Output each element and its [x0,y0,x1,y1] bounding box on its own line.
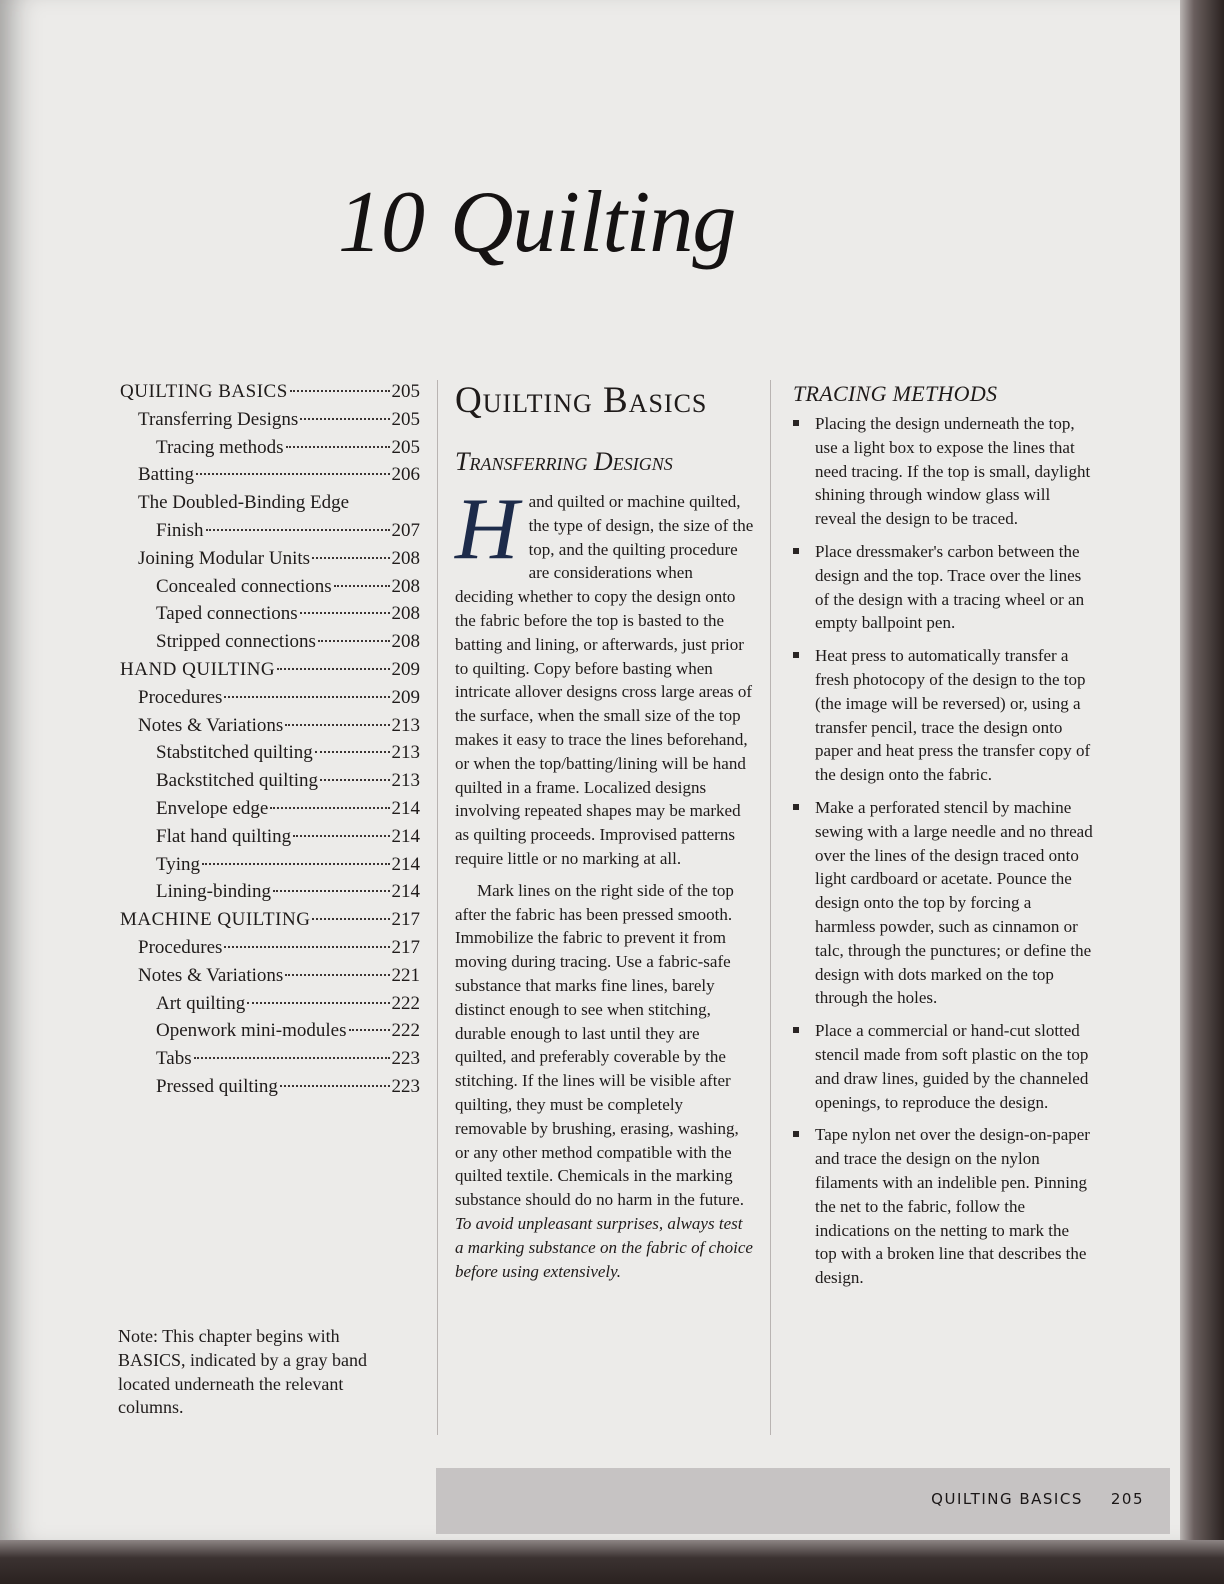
toc-entry [120,878,420,906]
bullet-square-icon [793,804,799,810]
toc-entry [120,712,420,740]
toc-entry [120,962,420,990]
subsection-heading: Transferring Designs [455,447,673,476]
tracing-list-item [793,1123,1093,1290]
tracing-column [793,380,1093,1299]
toc-entry [120,545,420,573]
toc-entry [120,795,420,823]
toc-label: Lining-binding [156,881,272,903]
toc-label: Transferring Designs [138,408,299,430]
toc-page: 208 [391,547,420,569]
main-column [455,378,755,1283]
toc-page: 209 [391,686,420,708]
tracing-list [793,412,1093,1290]
toc-label: Batting [138,464,194,486]
toc-page: 205 [391,381,420,402]
toc-page: 221 [391,964,420,986]
toc-entry [120,461,420,489]
toc-leader-dots [277,668,389,670]
bullet-square-icon [793,1027,799,1033]
toc-page: 222 [391,1020,420,1042]
toc-entry [120,628,420,656]
toc-page: 222 [391,992,420,1014]
tracing-list-item [793,796,1093,1010]
toc-label: Procedures [138,936,223,958]
paragraph-2 [455,879,755,1284]
toc-label: Envelope edge [156,797,269,819]
toc-leader-dots [270,807,389,809]
toc-label: Notes & Variations [138,714,284,736]
toc-entry [120,767,420,795]
toc-entry [120,573,420,601]
toc-leader-dots [196,473,390,475]
toc-label: Openwork mini-modules [156,1020,347,1042]
toc-label: Stripped connections [156,631,316,653]
toc-label: Pressed quilting [156,1075,278,1097]
toc-entry [120,990,420,1018]
toc-label: Concealed connections [156,575,332,597]
toc-label: Joining Modular Units [138,547,311,569]
toc-page: 205 [391,408,420,430]
toc-label: QUILTING BASICS [120,381,288,402]
toc-label: MACHINE QUILTING [120,909,311,931]
column-divider-left [437,380,438,1435]
toc-page: 223 [391,1048,420,1070]
tracing-list-item [793,540,1093,635]
paragraph-1-text: and quilted or machine quilted, the type of design, the size of the top, and the quilting procedure are considerations when deciding whether to copy the design onto the fabric before the top is basted to the batting and lining, or afterwards, just prior to quilting. Copy before basting when intricate allover designs cross large areas of the surface, when the small size of the top makes it easy to trace the lines beforehand, or when the top/batting/lining will be hand quilted in a frame. Localized designs involving repeated shapes may be marked as quilting proceeds. Improvised patterns require little or no marking at all. [455,492,754,868]
running-footer [931,1490,1144,1508]
toc-leader-dots [293,835,389,837]
toc-entry [120,406,420,434]
toc-page: 208 [391,575,420,597]
tracing-list-text: Heat press to automatically transfer a fresh photocopy of the design to the top (the image will be reversed) or, using a transfer pencil, trace the design onto paper and heat press the transfer copy of the design onto the fabric. [815,646,1091,785]
chapter-note: Note: This chapter begins with BASICS, indicated by a gray band located underneath the relevant columns. [118,1326,367,1418]
toc-leader-dots [206,529,390,531]
paragraph-2-italic: To avoid unpleasant surprises, always test a marking substance on the fabric of choice before using extensively. [455,1213,753,1281]
toc-page: 214 [391,797,420,819]
toc-page: 214 [391,881,420,903]
toc-page: 208 [391,603,420,625]
bullet-square-icon [793,548,799,554]
toc-leader-dots [202,863,389,865]
toc-leader-dots [290,390,390,392]
toc-leader-dots [318,640,390,642]
toc-entry [120,934,420,962]
toc-page: 213 [391,770,420,792]
toc-label: Taped connections [156,603,298,625]
toc-entry [120,684,420,712]
toc-leader-dots [194,1057,390,1059]
toc-label: Tabs [156,1048,192,1070]
bullet-square-icon [793,420,799,426]
toc-page: 223 [391,1075,420,1097]
toc-entry [120,1045,420,1073]
toc-label: Backstitched quilting [156,770,319,792]
toc-page: 214 [391,853,420,875]
toc-entry [120,906,420,934]
toc-leader-dots [300,612,390,614]
toc-leader-dots [312,918,389,920]
toc-page: 213 [391,714,420,736]
toc-leader-dots [312,557,389,559]
page-gutter-shadow [1180,0,1224,1584]
toc-leader-dots [286,446,390,448]
toc-label: Stabstitched quilting [156,742,313,764]
toc-entry [120,600,420,628]
tracing-list-item [793,1019,1093,1114]
toc-entry [120,656,420,684]
toc-entry [120,517,420,545]
toc-leader-dots [224,696,389,698]
toc-page: 205 [391,436,420,458]
toc-leader-dots [320,779,389,781]
toc-page: 217 [391,909,420,931]
toc-leader-dots [315,751,390,753]
toc-entry [120,823,420,851]
tracing-list-text: Place dressmaker's carbon between the design and the top. Trace over the lines of the design with a tracing wheel or an empty ballpoint pen. [815,541,1085,633]
chapter-number: 10 [338,174,424,271]
toc-leader-dots [334,585,390,587]
toc-entry [120,434,420,462]
toc-entry [120,1017,420,1045]
toc-page: 208 [391,631,420,653]
paragraph-1 [455,481,755,871]
toc-page: 207 [391,519,420,541]
section-heading: Quilting Basics [455,380,708,421]
toc-page: 217 [391,936,420,958]
page-number: 205 [1110,1490,1144,1508]
tracing-heading: TRACING METHODS [793,381,998,406]
toc-label: Art quilting [156,992,246,1014]
toc-label: Procedures [138,686,223,708]
toc-entry [120,851,420,879]
toc-label: Finish [156,519,204,541]
toc-page: 209 [391,658,420,680]
toc-page: 214 [391,825,420,847]
chapter-title [338,172,735,273]
column-divider-right [770,380,771,1435]
toc-entry [120,378,420,406]
toc-page: 213 [391,742,420,764]
tracing-list-text: Make a perforated stencil by machine sewing with a large needle and no thread over the lines of the design traced onto light cardboard or acetate. Pounce the design onto the top by forcing a harmless powder, such as cinnamon or talc, through the punctures; or define the design with dots marked on the top through the holes. [815,797,1093,1008]
tracing-list-text: Tape nylon net over the design-on-paper and trace the design on the nylon filaments with an indelible pen. Pinning the net to the fabric, follow the indications on the netting to mark the top with a broken line that describes the design. [815,1125,1090,1288]
toc-leader-dots [349,1029,390,1031]
toc-entry [120,739,420,767]
toc-label: Flat hand quilting [156,825,292,847]
toc-leader-dots [285,724,389,726]
drop-cap: H [455,481,519,578]
toc-page: 206 [391,464,420,486]
toc-label: Tying [156,853,201,875]
tracing-list-text: Place a commercial or hand-cut slotted stencil made from soft plastic on the top and draw lines, guided by the channeled openings, to reproduce the design. [815,1021,1089,1112]
toc-label: Tracing methods [156,436,284,458]
toc-leader-dots [300,418,389,420]
toc-entry-wrapped [120,489,420,545]
chapter-name: Quilting [450,174,736,271]
table-of-contents [120,378,420,1101]
paragraph-2-text: Mark lines on the right side of the top after the fabric has been pressed smooth. Immobilize the fabric to prevent it from moving during tracing. Use a fabric-safe substance that marks fine lines, barely distinct enough to see when stitching, durable enough to last until they are quilted, and preferably coverable by the stitching. If the lines will be visible after quilting, they must be completely removable by brushing, erasing, washing, or any other method compatible with the quilted textile. Chemicals in the marking substance should do no harm in the future. [455,880,744,1210]
bullet-square-icon [793,1131,799,1137]
toc-label: HAND QUILTING [120,658,276,680]
toc-leader-dots [280,1085,390,1087]
footer-section: QUILTING BASICS [931,1490,1083,1508]
toc-leader-dots [224,946,389,948]
toc-leader-dots [247,1002,389,1004]
tracing-list-text: Placing the design underneath the top, use a light box to expose the lines that need tracing. If the top is small, daylight shining through window glass will reveal the design to be traced. [815,414,1091,529]
toc-leader-dots [285,974,389,976]
page-bottom-edge [0,1540,1224,1584]
toc-label: Notes & Variations [138,964,284,986]
tracing-list-item [793,412,1093,531]
toc-leader-dots [273,890,389,892]
bullet-square-icon [793,652,799,658]
toc-entry [120,1073,420,1101]
toc-label: The Doubled-Binding Edge [138,492,350,514]
tracing-list-item [793,644,1093,787]
